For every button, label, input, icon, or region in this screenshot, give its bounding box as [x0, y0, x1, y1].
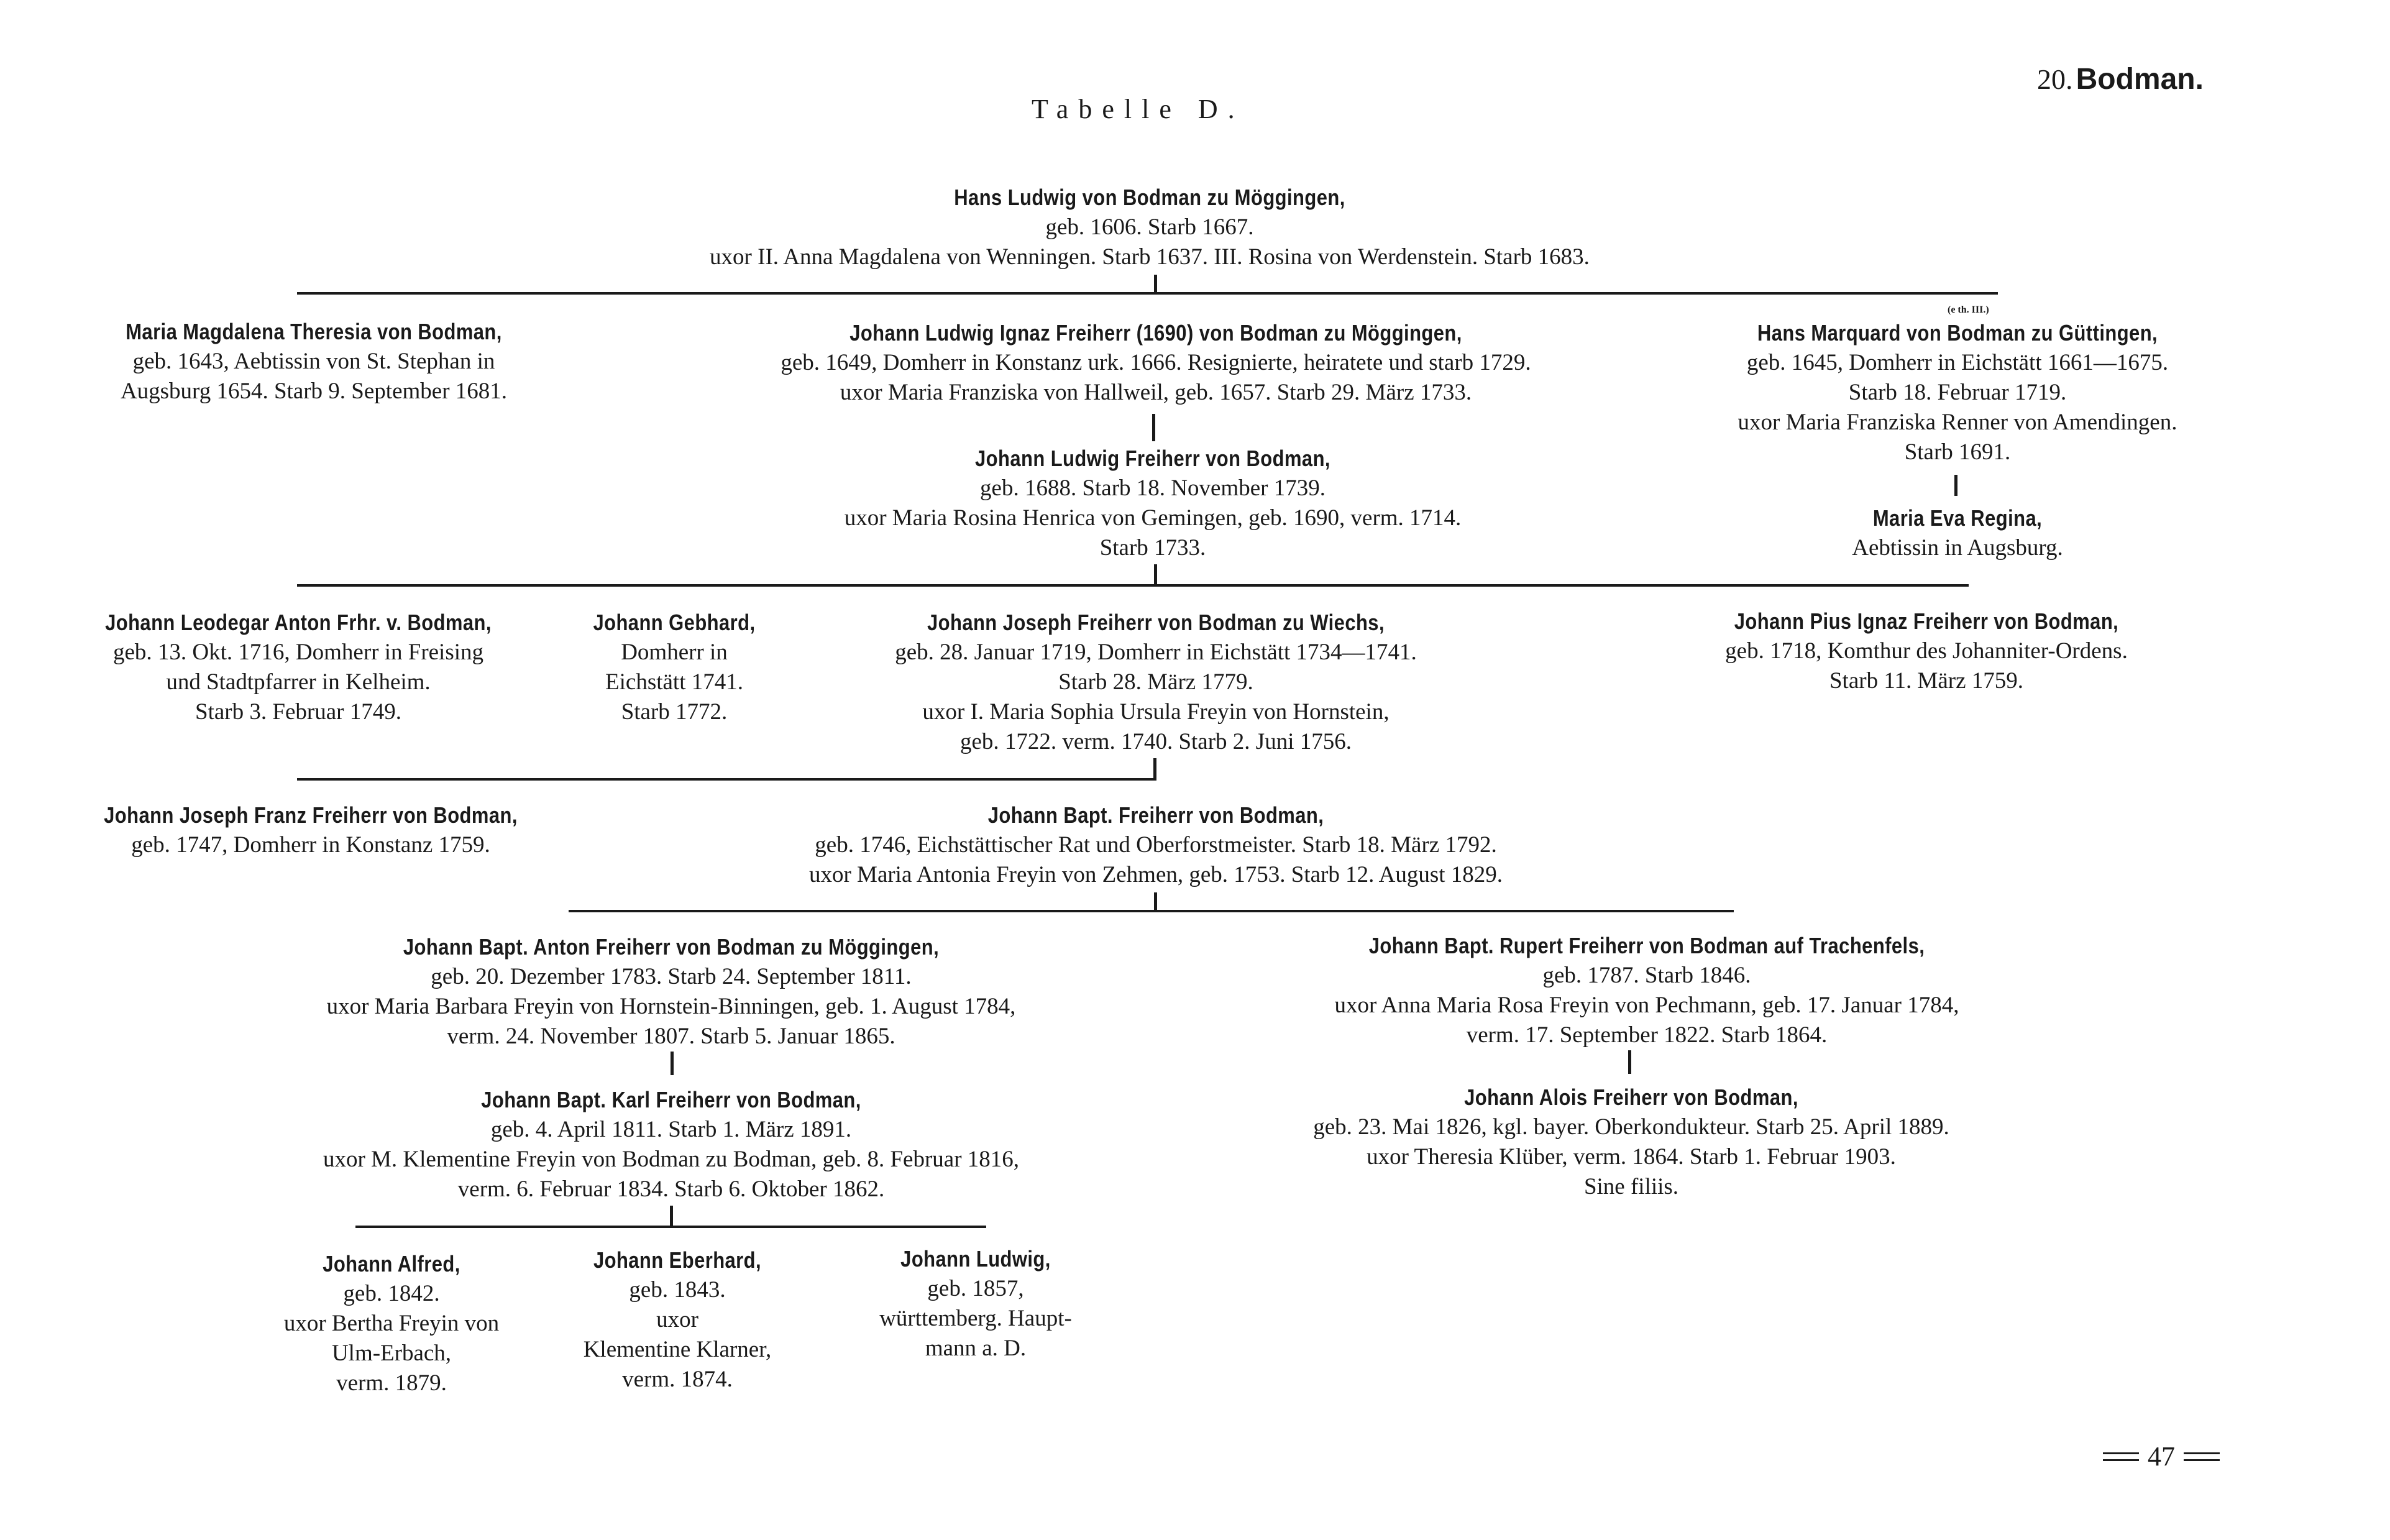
tree-stem — [1152, 414, 1155, 441]
family-heading — [2037, 62, 2204, 96]
tree-branch-line — [355, 1226, 986, 1228]
person-name: Johann Bapt. Anton Freiherr von Bodman zu Möggingen, — [403, 934, 940, 960]
person-detail: geb. 1787. Starb 1846. — [1542, 963, 1751, 988]
person-detail: geb. 4. April 1811. Starb 1. März 1891. — [490, 1117, 852, 1142]
tree-branch-line — [297, 778, 1156, 781]
person-detail: Ulm-Erbach, — [331, 1341, 452, 1366]
person-detail: Starb 1691. — [1904, 439, 2011, 465]
person-detail: geb. 1718, Komthur des Johanniter-Ordens. — [1725, 638, 2128, 664]
person-detail: uxor Anna Maria Rosa Freyin von Pechmann, geb. 17. Januar 1784, — [1334, 992, 1959, 1018]
person-detail: uxor Maria Barbara Freyin von Hornstein-Binningen, geb. 1. August 1784, — [326, 994, 1016, 1019]
person-detail: uxor Maria Rosina Henrica von Gemingen, geb. 1690, verm. 1714. — [844, 505, 1462, 531]
person-name: Johann Joseph Freiherr von Bodman zu Wiechs, — [927, 610, 1385, 635]
person-detail: geb. 28. Januar 1719, Domherr in Eichstätt 1734—1741. — [895, 639, 1417, 665]
person-detail: Aebtissin in Augsburg. — [1852, 535, 2063, 561]
page-number-dash-left — [2103, 1452, 2139, 1461]
person-detail: Starb 1772. — [621, 699, 728, 725]
person-name: Johann Joseph Franz Freiherr von Bodman, — [104, 802, 518, 828]
person-detail: uxor I. Maria Sophia Ursula Freyin von Hornstein, — [922, 699, 1390, 725]
person-name: Johann Ludwig Ignaz Freiherr (1690) von Bodman zu Möggingen, — [849, 320, 1462, 346]
person-name: Johann Pius Ignaz Freiherr von Bodman, — [1734, 608, 2119, 634]
person-detail: geb. 1606. Starb 1667. — [1045, 214, 1254, 240]
person-maria-eva — [1790, 503, 2125, 563]
person-detail: uxor Maria Franziska Renner von Amendingen. — [1738, 410, 2177, 435]
person-hans-marquard — [1665, 318, 2250, 467]
person-detail: uxor Maria Antonia Freyin von Zehmen, geb. 1753. Starb 12. August 1829. — [808, 862, 1503, 887]
person-johann-bapt-anton — [236, 932, 1106, 1052]
person-johann-joseph-franz — [56, 800, 565, 860]
person-johann-pius — [1647, 607, 2206, 696]
family-name: Bodman. — [2076, 63, 2204, 96]
person-name: Johann Alfred, — [323, 1251, 460, 1276]
person-detail: geb. 1643, Aebtissin von St. Stephan in — [132, 349, 495, 374]
person-detail: Sine filiis. — [1583, 1174, 1679, 1199]
person-detail: und Stadtpfarrer in Kelheim. — [166, 669, 431, 695]
person-detail: uxor — [656, 1307, 698, 1332]
person-name: Maria Eva Regina, — [1872, 505, 2043, 531]
person-detail: Starb 1733. — [1099, 535, 1206, 561]
person-johann-ludwig-ignaz — [646, 318, 1665, 408]
person-detail: geb. 1746, Eichstättischer Rat und Oberforstmeister. Starb 18. März 1792. — [815, 832, 1497, 858]
person-detail: verm. 1874. — [622, 1367, 733, 1392]
tree-branch-line — [569, 910, 1734, 912]
person-detail: Augsburg 1654. Starb 9. September 1681. — [120, 378, 508, 404]
person-name: Maria Magdalena Theresia von Bodman, — [126, 319, 502, 344]
person-detail: verm. 24. November 1807. Starb 5. Januar 1865. — [447, 1024, 895, 1049]
person-detail: Starb 28. März 1779. — [1058, 669, 1253, 695]
person-detail: Klementine Klarner, — [583, 1337, 772, 1362]
person-name: Johann Bapt. Rupert Freiherr von Bodman auf Trachenfels, — [1368, 933, 1925, 958]
person-johann-alois — [1212, 1083, 2051, 1202]
person-detail: württemberg. Haupt- — [879, 1306, 1072, 1331]
person-detail: verm. 17. September 1822. Starb 1864. — [1466, 1022, 1828, 1048]
page-number — [2103, 1441, 2220, 1472]
person-name: Johann Leodegar Anton Frhr. v. Bodman, — [105, 610, 492, 635]
tree-stem — [671, 1052, 674, 1075]
person-detail: verm. 1879. — [336, 1370, 447, 1396]
person-detail: verm. 6. Februar 1834. Starb 6. Oktober 1862. — [457, 1176, 885, 1202]
person-johann-eberhard — [547, 1245, 808, 1395]
person-name: Johann Ludwig Freiherr von Bodman, — [975, 446, 1330, 471]
person-detail: uxor M. Klementine Freyin von Bodman zu Bodman, geb. 8. Februar 1816, — [323, 1147, 1020, 1172]
person-johann-bapt — [684, 800, 1628, 890]
person-johann-joseph — [820, 608, 1491, 757]
person-johann-ludwig-jr — [851, 1244, 1100, 1364]
person-maria-magdalena — [50, 317, 578, 406]
tree-stem — [1153, 758, 1156, 779]
editorial-note: (e th. III.) — [1948, 305, 1989, 315]
person-detail: Starb 3. Februar 1749. — [195, 699, 401, 725]
person-name: Johann Bapt. Karl Freiherr von Bodman, — [481, 1087, 861, 1112]
person-detail: uxor Maria Franziska von Hallweil, geb. 1657. Starb 29. März 1733. — [840, 380, 1472, 405]
person-hans-ludwig — [559, 183, 1740, 272]
person-johann-leodegar — [56, 608, 541, 727]
person-johann-bapt-karl — [236, 1085, 1106, 1204]
tree-stem — [1954, 475, 1957, 496]
person-detail: geb. 1857, — [927, 1276, 1024, 1301]
tree-stem — [1154, 892, 1157, 911]
tree-branch-line — [297, 584, 1969, 587]
person-name: Johann Eberhard, — [593, 1247, 762, 1273]
person-detail: Domherr in — [621, 639, 728, 665]
page-number-value: 47 — [2148, 1441, 2175, 1472]
person-johann-alfred — [236, 1249, 547, 1398]
person-johann-bapt-rupert — [1243, 931, 2051, 1050]
family-number: 20. — [2037, 63, 2073, 95]
person-name: Johann Alois Freiherr von Bodman, — [1464, 1084, 1798, 1110]
person-detail: geb. 23. Mai 1826, kgl. bayer. Oberkondukteur. Starb 25. April 1889. — [1313, 1114, 1949, 1140]
person-detail: geb. 1649, Domherr in Konstanz urk. 1666. Resignierte, heiratete und starb 1729. — [781, 350, 1531, 375]
person-detail: Eichstätt 1741. — [605, 669, 743, 695]
person-name: Johann Gebhard, — [593, 610, 756, 635]
person-detail: Starb 11. März 1759. — [1829, 668, 2024, 694]
person-detail: uxor Theresia Klüber, verm. 1864. Starb 1. Februar 1903. — [1367, 1144, 1896, 1170]
person-name: Hans Marquard von Bodman zu Güttingen, — [1757, 320, 2158, 346]
person-detail: geb. 1842. — [343, 1281, 440, 1306]
person-name: Hans Ludwig von Bodman zu Möggingen, — [954, 185, 1345, 210]
person-detail: geb. 1722. verm. 1740. Starb 2. Juni 1756. — [960, 729, 1352, 754]
person-name: Johann Ludwig, — [900, 1246, 1051, 1272]
tree-branch-line — [297, 292, 1998, 295]
page-number-dash-right — [2184, 1452, 2220, 1461]
person-johann-gebhard — [559, 608, 789, 727]
table-title: Tabelle D. — [1032, 94, 1245, 124]
person-detail: uxor II. Anna Magdalena von Wenningen. Starb 1637. III. Rosina von Werdenstein. Starb 1683. — [710, 244, 1590, 270]
person-detail: geb. 1843. — [629, 1277, 726, 1303]
person-name: Johann Bapt. Freiherr von Bodman, — [987, 802, 1324, 828]
person-detail: geb. 13. Okt. 1716, Domherr in Freising — [112, 639, 484, 665]
tree-stem — [1628, 1050, 1631, 1074]
tree-stem — [1154, 564, 1157, 585]
person-detail: mann a. D. — [925, 1336, 1027, 1361]
person-detail: geb. 1747, Domherr in Konstanz 1759. — [131, 832, 490, 858]
person-johann-ludwig — [708, 444, 1597, 563]
person-detail: geb. 20. Dezember 1783. Starb 24. September 1811. — [431, 964, 912, 989]
person-detail: geb. 1688. Starb 18. November 1739. — [980, 475, 1325, 501]
tree-stem — [1154, 275, 1157, 293]
person-detail: uxor Bertha Freyin von — [283, 1311, 500, 1336]
person-detail: geb. 1645, Domherr in Eichstätt 1661—1675. — [1746, 350, 2169, 375]
tree-stem — [670, 1206, 673, 1227]
person-detail: Starb 18. Februar 1719. — [1848, 380, 2067, 405]
